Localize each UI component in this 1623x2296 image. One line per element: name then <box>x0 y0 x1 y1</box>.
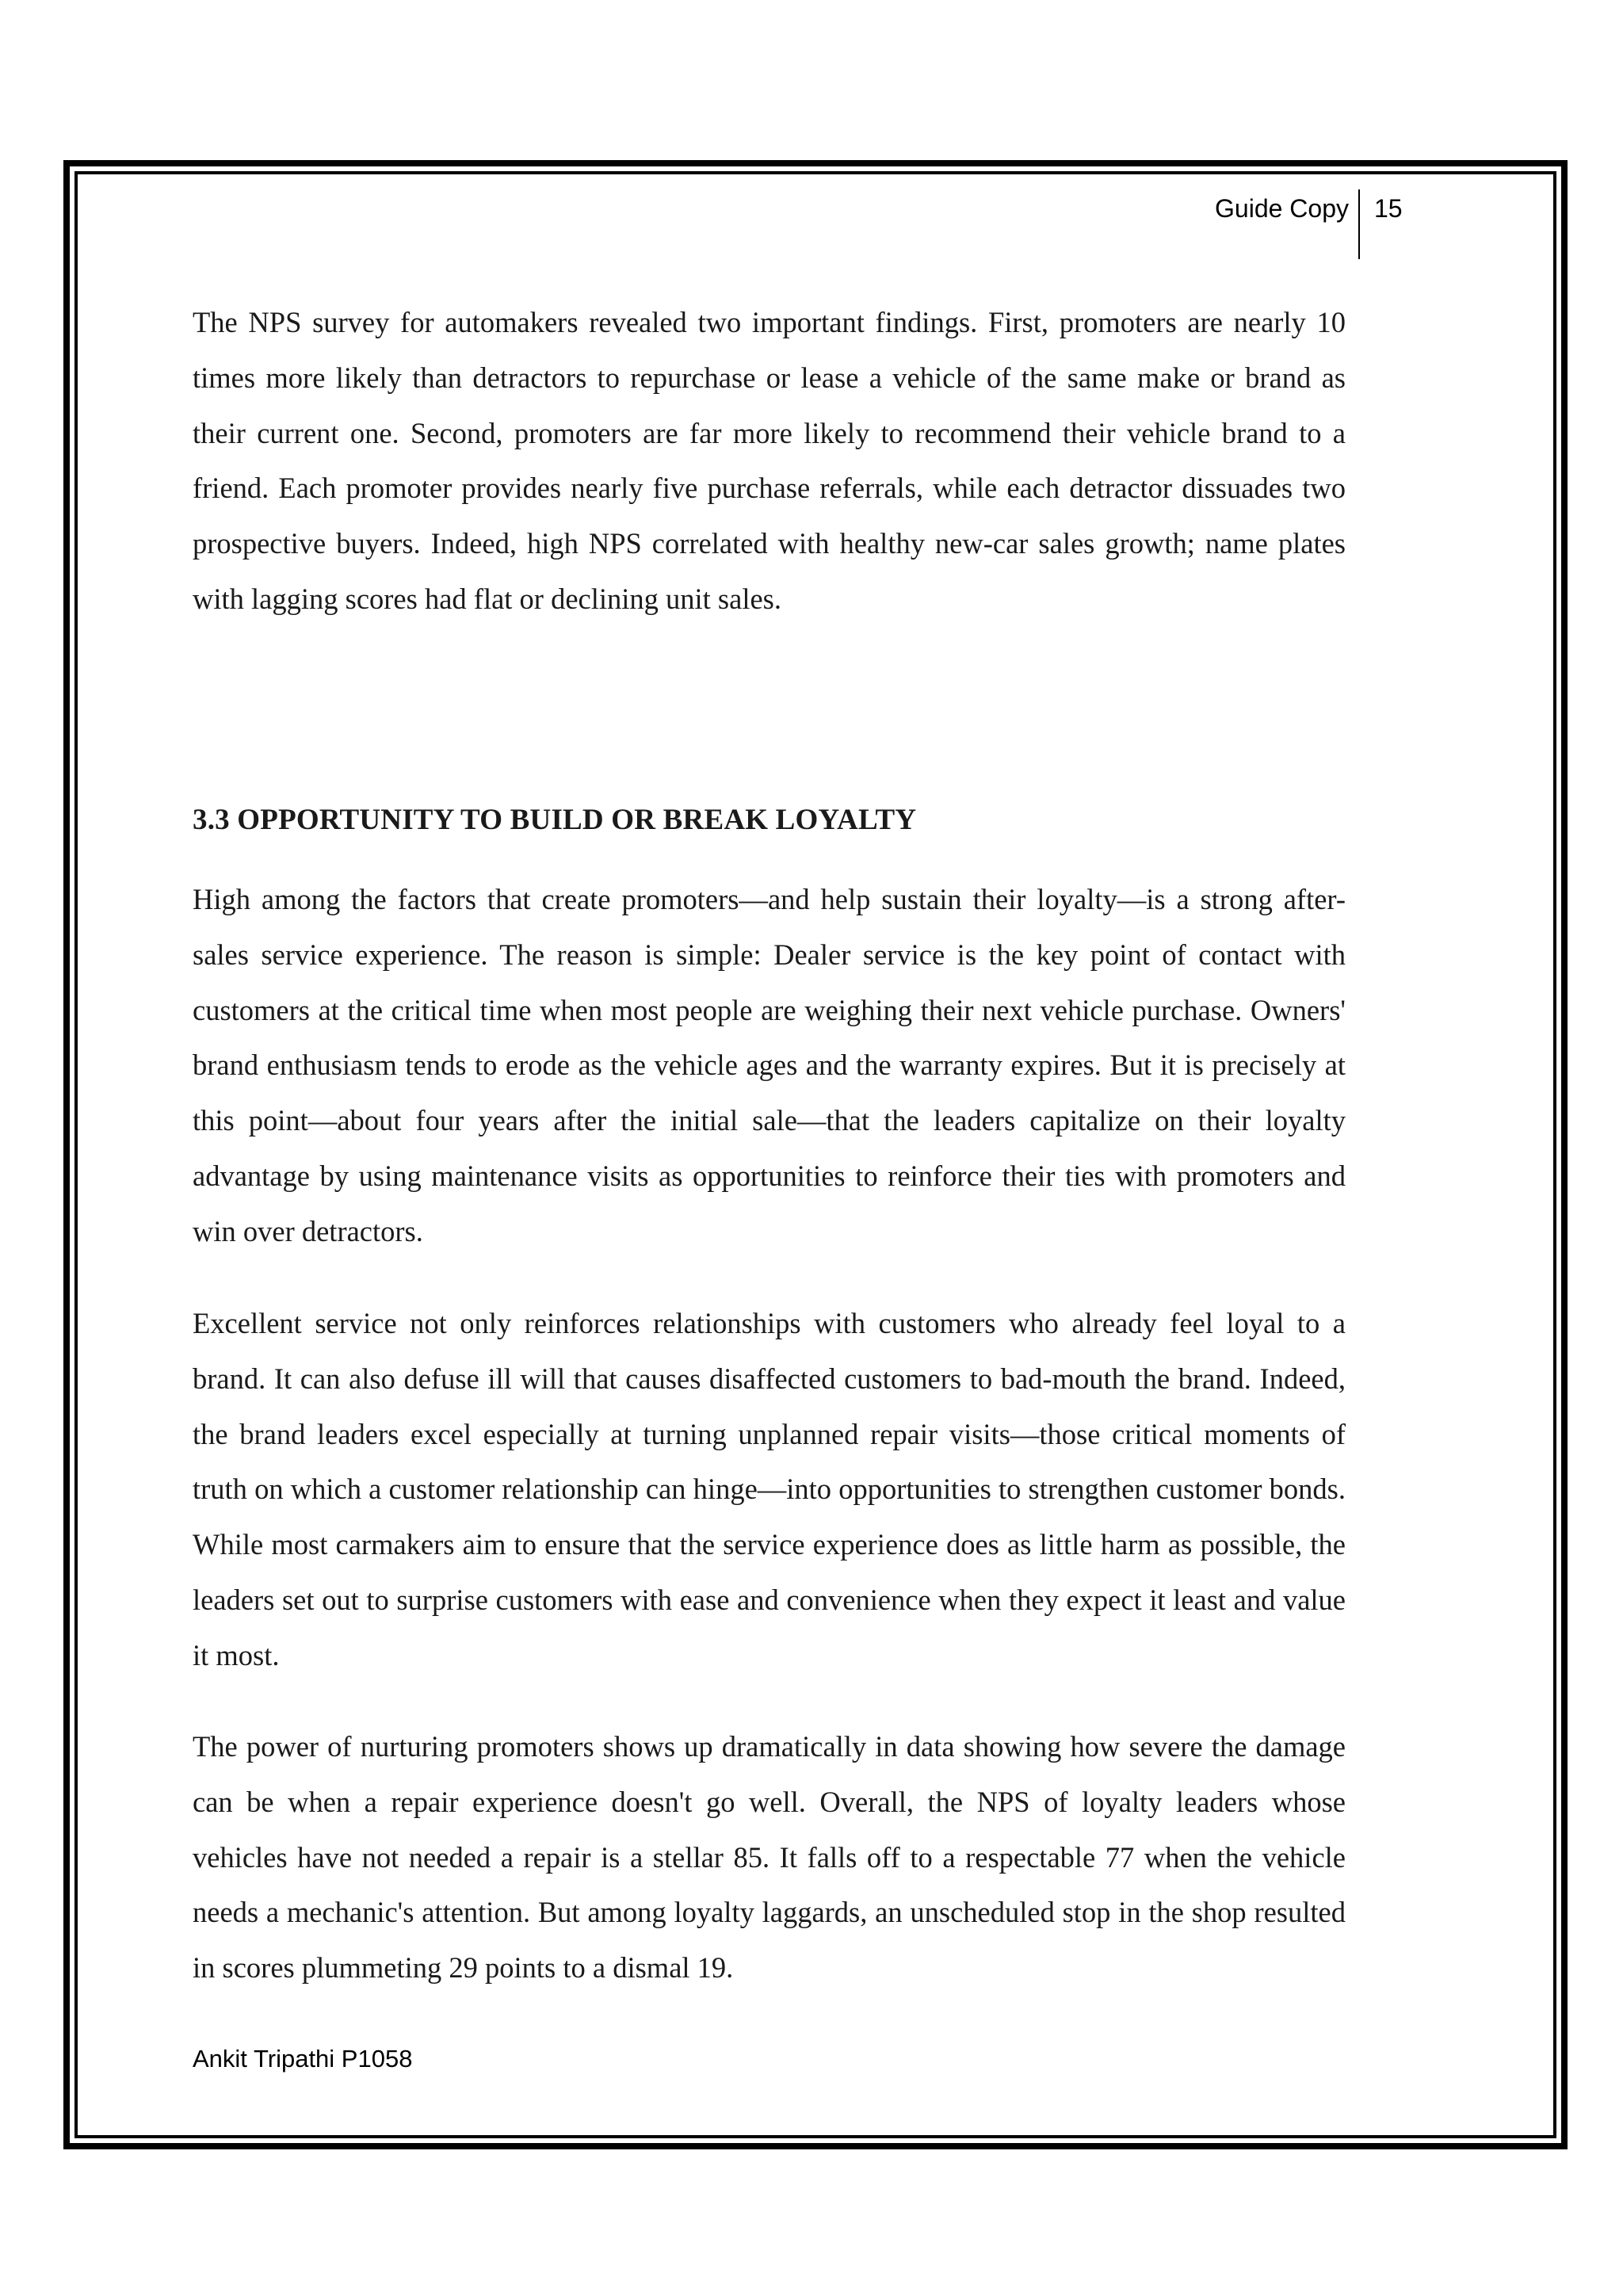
page-number: 15 <box>1374 194 1403 223</box>
paragraph-3: Excellent service not only reinforces relationships with customers who already feel loyal to a brand. It can also defuse ill will that causes disaffected customers to bad-mouth the brand. Indeed, the brand leaders excel especially at turning unplanned repair visits—those critical moments of truth on which a customer relationship can hinge—into opportunities to strengthen customer bonds. While most carmakers aim to ensure that the service experience does as little harm as possible, the leaders set out to surprise customers with ease and convenience when they expect it least and value it most. <box>193 1307 1346 1671</box>
paragraph-1: The NPS survey for automakers revealed two important findings. First, promoters are nearly 10 times more likely than detractors to repurchase or lease a vehicle of the same make or brand as their current one. Second, promoters are far more likely to recommend their vehicle brand to a friend. Each promoter provides nearly five purchase referrals, while each detractor dissuades two prospective buyers. Indeed, high NPS correlated with healthy new-car sales growth; name plates with lagging scores had flat or declining unit sales. <box>193 306 1346 615</box>
page-footer: Ankit Tripathi P1058 <box>193 2045 413 2073</box>
page-header <box>1030 194 1403 266</box>
paragraph-4: The power of nurturing promoters shows up dramatically in data showing how severe the damage can be when a repair experience doesn't go well. Overall, the NPS of loyalty leaders whose vehicles have not needed a repair is a stellar 85. It falls off to a respectable 77 when the vehicle needs a mechanic's attention. But among loyalty laggards, an unscheduled stop in the shop resulted in scores plummeting 29 points to a dismal 19. <box>193 1730 1346 1985</box>
page-content <box>193 295 1346 1985</box>
section-heading: 3.3 OPPORTUNITY TO BUILD OR BREAK LOYALTY <box>193 804 917 836</box>
header-title: Guide Copy <box>1215 194 1349 223</box>
paragraph-2: High among the factors that create promoters—and help sustain their loyalty—is a strong after-sales service experience. The reason is simple: Dealer service is the key point of contact with customers at the critical time when most people are weighing their next vehicle purchase. Owners' brand enthusiasm tends to erode as the vehicle ages and the warranty expires. But it is precisely at this point—about four years after the initial sale—that the leaders capitalize on their loyalty advantage by using maintenance visits as opportunities to reinforce their ties with promoters and win over detractors. <box>193 883 1346 1247</box>
header-divider <box>1358 189 1360 259</box>
